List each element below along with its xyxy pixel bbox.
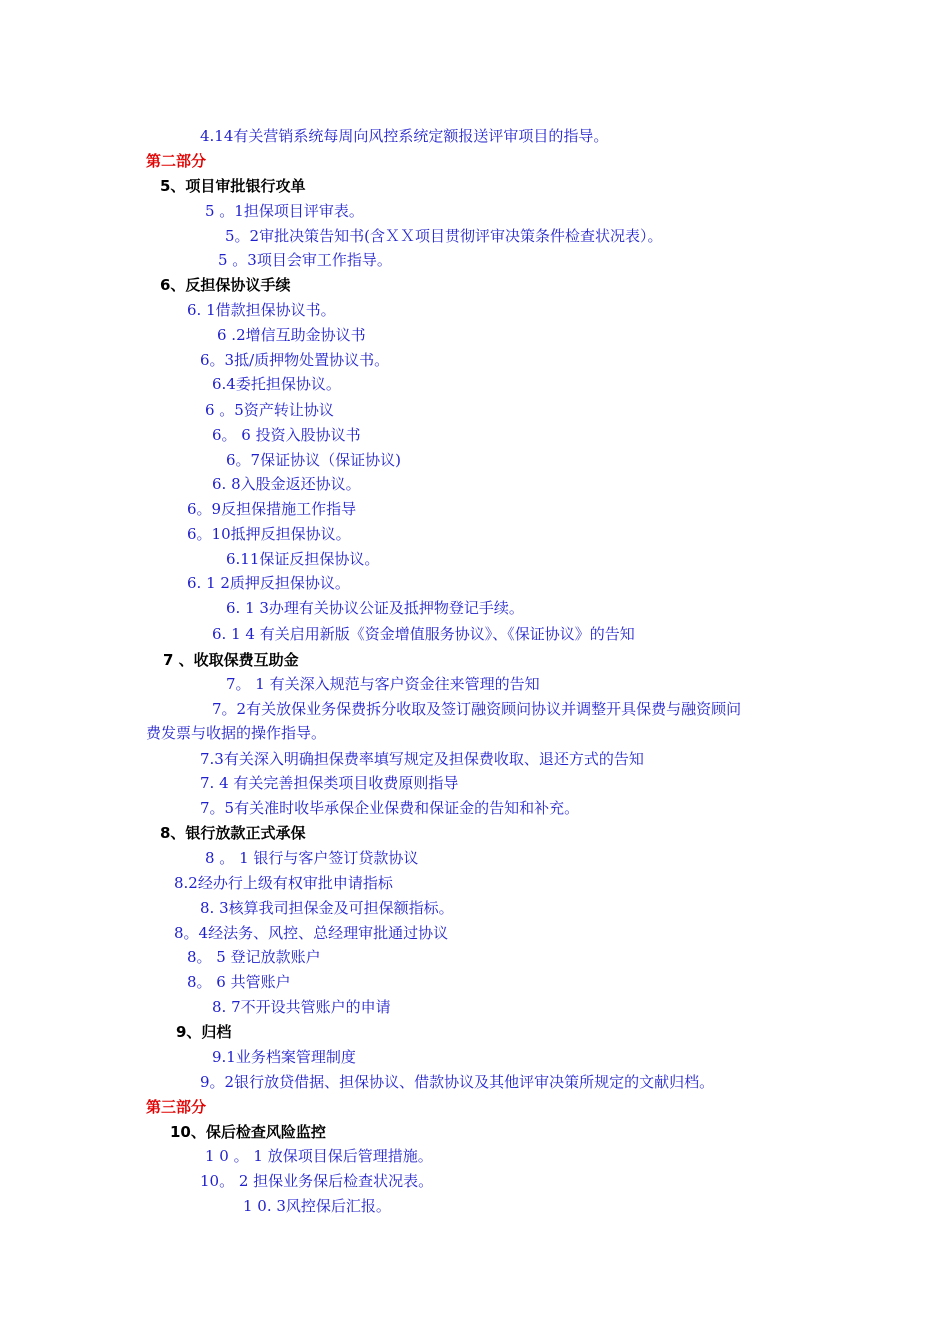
section-6-6-item: 6。 6 投资入股协议书 [212, 426, 361, 444]
section-6-4-item: 6.4委托担保协议。 [212, 375, 341, 393]
section-6-9-item: 6。9反担保措施工作指导 [187, 500, 357, 518]
section-5-heading: 5、项目审批银行攻单 [160, 177, 306, 195]
section-5-3-item: 5 。3项目会审工作指导。 [218, 251, 392, 269]
section-8-3-item: 8. 3核算我司担保金及可担保额指标。 [200, 899, 454, 917]
section-10-1-item: 1 0 。 1 放保项目保后管理措施。 [205, 1147, 433, 1165]
section-6-7-item: 6。7保证协议（保证协议) [226, 451, 401, 469]
section-6-3-item: 6。3抵/质押物处置协议书。 [200, 351, 390, 369]
section-8-7-item: 8. 7不开设共管账户的申请 [212, 998, 391, 1016]
section-6-heading: 6、反担保协议手续 [160, 276, 291, 294]
section-8-2-item: 8.2经办行上级有权审批申请指标 [174, 874, 393, 892]
section-6-8-item: 6. 8入股金返还协议。 [212, 475, 361, 493]
section-6-10-item: 6。10抵押反担保协议。 [187, 525, 351, 543]
section-8-1-item: 8 。 1 银行与客户签订贷款协议 [205, 849, 419, 867]
section-6-1-item: 6. 1借款担保协议书。 [187, 301, 336, 319]
part-three-heading: 第三部分 [146, 1098, 207, 1116]
section-8-5-item: 8。 5 登记放款账户 [187, 948, 321, 966]
section-10-3-item: 1 0. 3风控保后汇报。 [243, 1197, 391, 1215]
section-10-heading: 10、保后检查风险监控 [170, 1123, 326, 1141]
section-6-14-item: 6. 1 4 有关启用新版《资金增值服务协议》、《保证协议》的告知 [212, 625, 635, 643]
section-8-4-item: 8。4经法务、风控、总经理审批通过协议 [174, 924, 449, 942]
section-10-2-item: 10。 2 担保业务保后检查状况表。 [200, 1172, 434, 1190]
section-6-13-item: 6. 1 3办理有关协议公证及抵押物登记手续。 [226, 599, 524, 617]
section-8-6-item: 8。 6 共管账户 [187, 973, 291, 991]
section-9-1-item: 9.1业务档案管理制度 [212, 1048, 356, 1066]
section-7-1-item: 7。 1 有关深入规范与客户资金往来管理的告知 [226, 675, 540, 693]
section-7-3-item: 7.3有关深入明确担保费率填写规定及担保费收取、退还方式的告知 [200, 750, 644, 768]
part-two-heading: 第二部分 [146, 152, 207, 170]
section-9-2-item: 9。2银行放贷借据、担保协议、借款协议及其他评审决策所规定的文献归档。 [200, 1073, 715, 1091]
section-6-2-item: 6 .2增信互助金协议书 [217, 326, 366, 344]
section-8-heading: 8、银行放款正式承保 [160, 824, 306, 842]
section-7-2-item: 7。2有关放保业务保费拆分收取及签订融资顾问协议并调整开具保费与融资顾问 [212, 700, 742, 718]
section-6-11-item: 6.11保证反担保协议。 [226, 550, 380, 568]
section-5-1-item: 5 。1担保项目评审表。 [205, 202, 364, 220]
section-6-12-item: 6. 1 2质押反担保协议。 [187, 574, 350, 592]
section-5-2-item: 5。2审批决策告知书(含ＸＸ项目贯彻评审决策条件检查状况表）。 [225, 227, 663, 245]
section-7-5-item: 7。5有关准时收毕承保企业保费和保证金的告知和补充。 [200, 799, 580, 817]
section-4-14-item: 4.14有关营销系统每周向风控系统定额报送评审项目的指导。 [200, 127, 609, 145]
section-6-5-item: 6 。5资产转让协议 [205, 401, 334, 419]
section-7-2-item-continued: 费发票与收据的操作指导。 [146, 724, 327, 742]
section-7-4-item: 7. 4 有关完善担保类项目收费原则指导 [200, 774, 459, 792]
section-9-heading: 9、归档 [176, 1023, 232, 1041]
section-7-heading: 7 、收取保费互助金 [163, 651, 299, 669]
